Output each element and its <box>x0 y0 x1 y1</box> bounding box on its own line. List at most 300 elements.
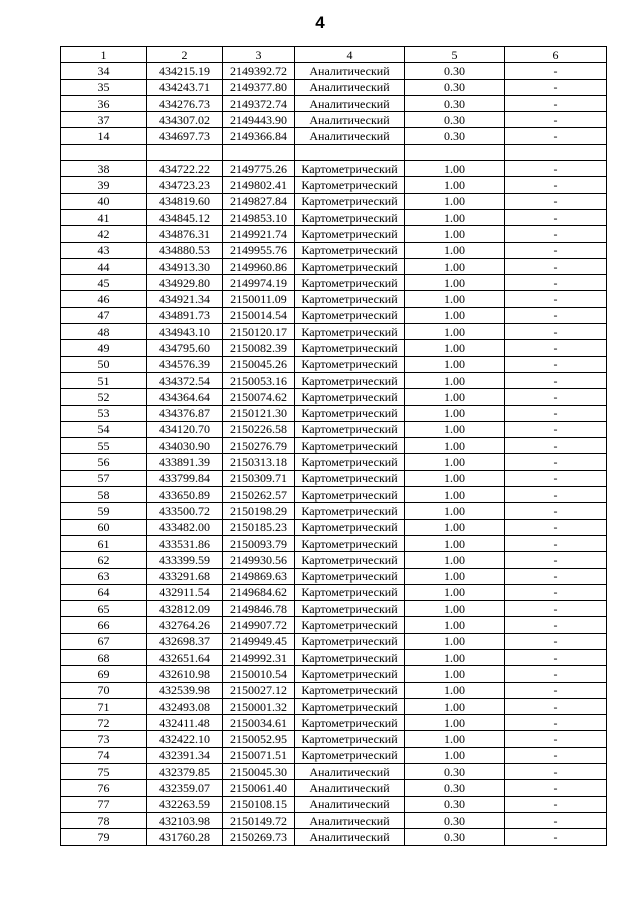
y-coordinate-cell: 2149907.72 <box>223 617 295 633</box>
table-row <box>61 796 607 812</box>
x-coordinate-cell: 433650.89 <box>147 487 223 503</box>
y-coordinate-cell: 2150226.58 <box>223 421 295 437</box>
y-coordinate-cell: 2149869.63 <box>223 568 295 584</box>
point-number-cell: 67 <box>61 633 147 649</box>
point-number-cell: 53 <box>61 405 147 421</box>
table-row <box>61 161 607 177</box>
accuracy-cell: 1.00 <box>405 405 505 421</box>
y-coordinate-cell: 2150061.40 <box>223 780 295 796</box>
point-number-cell: 54 <box>61 421 147 437</box>
point-number-cell <box>61 144 147 160</box>
accuracy-cell: 1.00 <box>405 698 505 714</box>
x-coordinate-cell: 432493.08 <box>147 698 223 714</box>
method-cell: Картометрический <box>295 535 405 551</box>
y-coordinate-cell: 2150269.73 <box>223 829 295 845</box>
x-coordinate-cell: 434307.02 <box>147 112 223 128</box>
x-coordinate-cell: 434243.71 <box>147 79 223 95</box>
table-row <box>61 487 607 503</box>
point-number-cell: 52 <box>61 389 147 405</box>
note-cell: - <box>505 372 607 388</box>
accuracy-cell: 1.00 <box>405 601 505 617</box>
y-coordinate-cell: 2150071.51 <box>223 747 295 763</box>
note-cell: - <box>505 63 607 79</box>
y-coordinate-cell: 2150120.17 <box>223 324 295 340</box>
point-number-cell: 78 <box>61 812 147 828</box>
note-cell: - <box>505 519 607 535</box>
x-coordinate-cell: 433500.72 <box>147 503 223 519</box>
note-cell: - <box>505 79 607 95</box>
accuracy-cell: 1.00 <box>405 487 505 503</box>
y-coordinate-cell: 2150011.09 <box>223 291 295 307</box>
method-cell: Картометрический <box>295 421 405 437</box>
table-row <box>61 307 607 323</box>
accuracy-cell: 1.00 <box>405 584 505 600</box>
y-coordinate-cell: 2149949.45 <box>223 633 295 649</box>
accuracy-cell: 1.00 <box>405 470 505 486</box>
accuracy-cell: 1.00 <box>405 454 505 470</box>
x-coordinate-cell: 434576.39 <box>147 356 223 372</box>
method-cell: Картометрический <box>295 340 405 356</box>
y-coordinate-cell: 2149443.90 <box>223 112 295 128</box>
method-cell: Картометрический <box>295 161 405 177</box>
accuracy-cell <box>405 144 505 160</box>
y-coordinate-cell: 2150027.12 <box>223 682 295 698</box>
method-cell: Аналитический <box>295 764 405 780</box>
table-row <box>61 177 607 193</box>
table-row <box>61 438 607 454</box>
note-cell: - <box>505 487 607 503</box>
method-cell: Картометрический <box>295 633 405 649</box>
note-cell: - <box>505 128 607 144</box>
accuracy-cell: 0.30 <box>405 112 505 128</box>
accuracy-cell: 1.00 <box>405 503 505 519</box>
y-coordinate-cell: 2150185.23 <box>223 519 295 535</box>
note-cell: - <box>505 340 607 356</box>
x-coordinate-cell: 434929.80 <box>147 275 223 291</box>
x-coordinate-cell: 432263.59 <box>147 796 223 812</box>
note-cell <box>505 144 607 160</box>
note-cell: - <box>505 421 607 437</box>
y-coordinate-cell: 2150262.57 <box>223 487 295 503</box>
x-coordinate-cell <box>147 144 223 160</box>
method-cell: Картометрический <box>295 552 405 568</box>
note-cell: - <box>505 470 607 486</box>
point-number-cell: 50 <box>61 356 147 372</box>
y-coordinate-cell: 2150149.72 <box>223 812 295 828</box>
note-cell: - <box>505 161 607 177</box>
y-coordinate-cell: 2150045.30 <box>223 764 295 780</box>
y-coordinate-cell: 2150276.79 <box>223 438 295 454</box>
table-row <box>61 389 607 405</box>
column-header: 6 <box>505 47 607 63</box>
point-number-cell: 69 <box>61 666 147 682</box>
method-cell: Картометрический <box>295 177 405 193</box>
method-cell: Картометрический <box>295 568 405 584</box>
x-coordinate-cell: 433399.59 <box>147 552 223 568</box>
method-cell: Аналитический <box>295 95 405 111</box>
method-cell: Картометрический <box>295 275 405 291</box>
point-number-cell: 47 <box>61 307 147 323</box>
y-coordinate-cell: 2149366.84 <box>223 128 295 144</box>
method-cell: Картометрический <box>295 503 405 519</box>
table-row <box>61 715 607 731</box>
table-row <box>61 764 607 780</box>
table-row <box>61 666 607 682</box>
y-coordinate-cell: 2149827.84 <box>223 193 295 209</box>
point-number-cell: 58 <box>61 487 147 503</box>
y-coordinate-cell: 2149372.74 <box>223 95 295 111</box>
table-row <box>61 324 607 340</box>
note-cell: - <box>505 812 607 828</box>
point-number-cell: 40 <box>61 193 147 209</box>
note-cell: - <box>505 356 607 372</box>
point-number-cell: 44 <box>61 258 147 274</box>
method-cell: Аналитический <box>295 63 405 79</box>
accuracy-cell: 1.00 <box>405 275 505 291</box>
method-cell: Аналитический <box>295 829 405 845</box>
accuracy-cell: 1.00 <box>405 177 505 193</box>
method-cell: Картометрический <box>295 258 405 274</box>
accuracy-cell: 1.00 <box>405 372 505 388</box>
accuracy-cell: 0.30 <box>405 63 505 79</box>
table-row <box>61 79 607 95</box>
note-cell: - <box>505 209 607 225</box>
point-number-cell: 74 <box>61 747 147 763</box>
accuracy-cell: 0.30 <box>405 812 505 828</box>
y-coordinate-cell: 2150313.18 <box>223 454 295 470</box>
x-coordinate-cell: 432911.54 <box>147 584 223 600</box>
x-coordinate-cell: 433891.39 <box>147 454 223 470</box>
method-cell: Картометрический <box>295 291 405 307</box>
y-coordinate-cell: 2149921.74 <box>223 226 295 242</box>
accuracy-cell: 1.00 <box>405 421 505 437</box>
note-cell: - <box>505 535 607 551</box>
x-coordinate-cell: 433531.86 <box>147 535 223 551</box>
x-coordinate-cell: 434723.23 <box>147 177 223 193</box>
method-cell: Картометрический <box>295 601 405 617</box>
table-row <box>61 812 607 828</box>
accuracy-cell: 1.00 <box>405 519 505 535</box>
accuracy-cell: 1.00 <box>405 307 505 323</box>
accuracy-cell: 1.00 <box>405 291 505 307</box>
y-coordinate-cell: 2150010.54 <box>223 666 295 682</box>
y-coordinate-cell: 2149992.31 <box>223 649 295 665</box>
table-row <box>61 291 607 307</box>
note-cell: - <box>505 307 607 323</box>
note-cell: - <box>505 226 607 242</box>
y-coordinate-cell: 2150014.54 <box>223 307 295 323</box>
x-coordinate-cell: 434722.22 <box>147 161 223 177</box>
table-row <box>61 780 607 796</box>
accuracy-cell: 1.00 <box>405 226 505 242</box>
method-cell: Картометрический <box>295 470 405 486</box>
table-row <box>61 633 607 649</box>
method-cell: Картометрический <box>295 438 405 454</box>
point-number-cell: 39 <box>61 177 147 193</box>
point-number-cell: 68 <box>61 649 147 665</box>
note-cell: - <box>505 95 607 111</box>
x-coordinate-cell: 433291.68 <box>147 568 223 584</box>
note-cell: - <box>505 438 607 454</box>
column-header: 2 <box>147 47 223 63</box>
table-row <box>61 193 607 209</box>
point-number-cell: 57 <box>61 470 147 486</box>
x-coordinate-cell: 434845.12 <box>147 209 223 225</box>
method-cell <box>295 144 405 160</box>
x-coordinate-cell: 434891.73 <box>147 307 223 323</box>
point-number-cell: 55 <box>61 438 147 454</box>
x-coordinate-cell: 434120.70 <box>147 421 223 437</box>
accuracy-cell: 1.00 <box>405 715 505 731</box>
accuracy-cell: 1.00 <box>405 161 505 177</box>
note-cell: - <box>505 715 607 731</box>
accuracy-cell: 0.30 <box>405 79 505 95</box>
x-coordinate-cell: 432539.98 <box>147 682 223 698</box>
y-coordinate-cell: 2149930.56 <box>223 552 295 568</box>
note-cell: - <box>505 666 607 682</box>
table-row <box>61 372 607 388</box>
point-number-cell: 65 <box>61 601 147 617</box>
x-coordinate-cell: 432698.37 <box>147 633 223 649</box>
y-coordinate-cell: 2149960.86 <box>223 258 295 274</box>
point-number-cell: 71 <box>61 698 147 714</box>
point-number-cell: 35 <box>61 79 147 95</box>
y-coordinate-cell: 2149955.76 <box>223 242 295 258</box>
method-cell: Картометрический <box>295 487 405 503</box>
table-row <box>61 698 607 714</box>
accuracy-cell: 1.00 <box>405 649 505 665</box>
accuracy-cell: 1.00 <box>405 389 505 405</box>
coordinates-table <box>60 46 607 846</box>
accuracy-cell: 1.00 <box>405 617 505 633</box>
y-coordinate-cell: 2149846.78 <box>223 601 295 617</box>
y-coordinate-cell: 2149802.41 <box>223 177 295 193</box>
accuracy-cell: 0.30 <box>405 796 505 812</box>
point-number-cell: 63 <box>61 568 147 584</box>
y-coordinate-cell: 2150093.79 <box>223 535 295 551</box>
x-coordinate-cell: 432812.09 <box>147 601 223 617</box>
x-coordinate-cell: 434819.60 <box>147 193 223 209</box>
table-row <box>61 144 607 160</box>
point-number-cell: 43 <box>61 242 147 258</box>
x-coordinate-cell: 432103.98 <box>147 812 223 828</box>
note-cell: - <box>505 731 607 747</box>
y-coordinate-cell: 2150034.61 <box>223 715 295 731</box>
method-cell: Аналитический <box>295 79 405 95</box>
table-row <box>61 226 607 242</box>
x-coordinate-cell: 431760.28 <box>147 829 223 845</box>
table-row <box>61 747 607 763</box>
method-cell: Картометрический <box>295 666 405 682</box>
note-cell: - <box>505 649 607 665</box>
method-cell: Картометрический <box>295 209 405 225</box>
table-header-row <box>61 47 607 63</box>
x-coordinate-cell: 434880.53 <box>147 242 223 258</box>
x-coordinate-cell: 434921.34 <box>147 291 223 307</box>
note-cell: - <box>505 193 607 209</box>
table-row <box>61 356 607 372</box>
x-coordinate-cell: 434030.90 <box>147 438 223 454</box>
table-row <box>61 649 607 665</box>
method-cell: Картометрический <box>295 731 405 747</box>
table-row <box>61 340 607 356</box>
point-number-cell: 62 <box>61 552 147 568</box>
point-number-cell: 72 <box>61 715 147 731</box>
x-coordinate-cell: 432359.07 <box>147 780 223 796</box>
point-number-cell: 59 <box>61 503 147 519</box>
table-row <box>61 421 607 437</box>
note-cell: - <box>505 112 607 128</box>
note-cell: - <box>505 780 607 796</box>
y-coordinate-cell: 2149684.62 <box>223 584 295 600</box>
method-cell: Картометрический <box>295 682 405 698</box>
x-coordinate-cell: 432379.85 <box>147 764 223 780</box>
x-coordinate-cell: 432764.26 <box>147 617 223 633</box>
table-row <box>61 552 607 568</box>
table-row <box>61 682 607 698</box>
note-cell: - <box>505 275 607 291</box>
point-number-cell: 48 <box>61 324 147 340</box>
note-cell: - <box>505 324 607 340</box>
accuracy-cell: 1.00 <box>405 324 505 340</box>
method-cell: Картометрический <box>295 307 405 323</box>
method-cell: Картометрический <box>295 405 405 421</box>
point-number-cell: 36 <box>61 95 147 111</box>
table-row <box>61 209 607 225</box>
note-cell: - <box>505 633 607 649</box>
method-cell: Аналитический <box>295 812 405 828</box>
x-coordinate-cell: 434795.60 <box>147 340 223 356</box>
point-number-cell: 64 <box>61 584 147 600</box>
method-cell: Аналитический <box>295 780 405 796</box>
point-number-cell: 42 <box>61 226 147 242</box>
method-cell: Картометрический <box>295 584 405 600</box>
point-number-cell: 51 <box>61 372 147 388</box>
x-coordinate-cell: 432411.48 <box>147 715 223 731</box>
table-body <box>61 63 607 845</box>
method-cell: Картометрический <box>295 356 405 372</box>
note-cell: - <box>505 617 607 633</box>
x-coordinate-cell: 434215.19 <box>147 63 223 79</box>
x-coordinate-cell: 434376.87 <box>147 405 223 421</box>
note-cell: - <box>505 503 607 519</box>
note-cell: - <box>505 242 607 258</box>
table-row <box>61 617 607 633</box>
note-cell: - <box>505 405 607 421</box>
method-cell: Картометрический <box>295 226 405 242</box>
accuracy-cell: 1.00 <box>405 552 505 568</box>
table-row <box>61 470 607 486</box>
y-coordinate-cell: 2150108.15 <box>223 796 295 812</box>
y-coordinate-cell: 2150053.16 <box>223 372 295 388</box>
note-cell: - <box>505 389 607 405</box>
accuracy-cell: 1.00 <box>405 568 505 584</box>
table-row <box>61 568 607 584</box>
x-coordinate-cell: 434913.30 <box>147 258 223 274</box>
accuracy-cell: 1.00 <box>405 682 505 698</box>
table-row <box>61 275 607 291</box>
accuracy-cell: 1.00 <box>405 438 505 454</box>
table-row <box>61 454 607 470</box>
method-cell: Картометрический <box>295 617 405 633</box>
y-coordinate-cell: 2150121.30 <box>223 405 295 421</box>
y-coordinate-cell: 2150045.26 <box>223 356 295 372</box>
method-cell: Аналитический <box>295 112 405 128</box>
method-cell: Картометрический <box>295 715 405 731</box>
accuracy-cell: 1.00 <box>405 747 505 763</box>
table-row <box>61 519 607 535</box>
point-number-cell: 66 <box>61 617 147 633</box>
x-coordinate-cell: 432610.98 <box>147 666 223 682</box>
table-row <box>61 405 607 421</box>
table-row <box>61 584 607 600</box>
table-row <box>61 63 607 79</box>
point-number-cell: 70 <box>61 682 147 698</box>
accuracy-cell: 1.00 <box>405 242 505 258</box>
point-number-cell: 61 <box>61 535 147 551</box>
y-coordinate-cell: 2150074.62 <box>223 389 295 405</box>
y-coordinate-cell: 2150082.39 <box>223 340 295 356</box>
accuracy-cell: 0.30 <box>405 829 505 845</box>
accuracy-cell: 1.00 <box>405 340 505 356</box>
point-number-cell: 14 <box>61 128 147 144</box>
accuracy-cell: 1.00 <box>405 209 505 225</box>
accuracy-cell: 1.00 <box>405 731 505 747</box>
table-row <box>61 829 607 845</box>
method-cell: Аналитический <box>295 796 405 812</box>
note-cell: - <box>505 682 607 698</box>
y-coordinate-cell: 2150309.71 <box>223 470 295 486</box>
point-number-cell: 56 <box>61 454 147 470</box>
page-number: 4 <box>315 13 325 32</box>
accuracy-cell: 1.00 <box>405 356 505 372</box>
x-coordinate-cell: 433799.84 <box>147 470 223 486</box>
note-cell: - <box>505 698 607 714</box>
accuracy-cell: 0.30 <box>405 764 505 780</box>
accuracy-cell: 1.00 <box>405 258 505 274</box>
y-coordinate-cell: 2149974.19 <box>223 275 295 291</box>
y-coordinate-cell <box>223 144 295 160</box>
point-number-cell: 49 <box>61 340 147 356</box>
accuracy-cell: 1.00 <box>405 193 505 209</box>
method-cell: Картометрический <box>295 747 405 763</box>
note-cell: - <box>505 829 607 845</box>
y-coordinate-cell: 2150001.32 <box>223 698 295 714</box>
column-header: 3 <box>223 47 295 63</box>
column-header: 1 <box>61 47 147 63</box>
point-number-cell: 41 <box>61 209 147 225</box>
note-cell: - <box>505 601 607 617</box>
note-cell: - <box>505 454 607 470</box>
y-coordinate-cell: 2149392.72 <box>223 63 295 79</box>
table-row <box>61 258 607 274</box>
x-coordinate-cell: 432391.34 <box>147 747 223 763</box>
column-header: 5 <box>405 47 505 63</box>
method-cell: Картометрический <box>295 649 405 665</box>
point-number-cell: 38 <box>61 161 147 177</box>
note-cell: - <box>505 584 607 600</box>
x-coordinate-cell: 434364.64 <box>147 389 223 405</box>
point-number-cell: 76 <box>61 780 147 796</box>
table-row <box>61 731 607 747</box>
x-coordinate-cell: 434697.73 <box>147 128 223 144</box>
y-coordinate-cell: 2150052.95 <box>223 731 295 747</box>
note-cell: - <box>505 291 607 307</box>
x-coordinate-cell: 434943.10 <box>147 324 223 340</box>
note-cell: - <box>505 568 607 584</box>
accuracy-cell: 1.00 <box>405 535 505 551</box>
table-row <box>61 242 607 258</box>
